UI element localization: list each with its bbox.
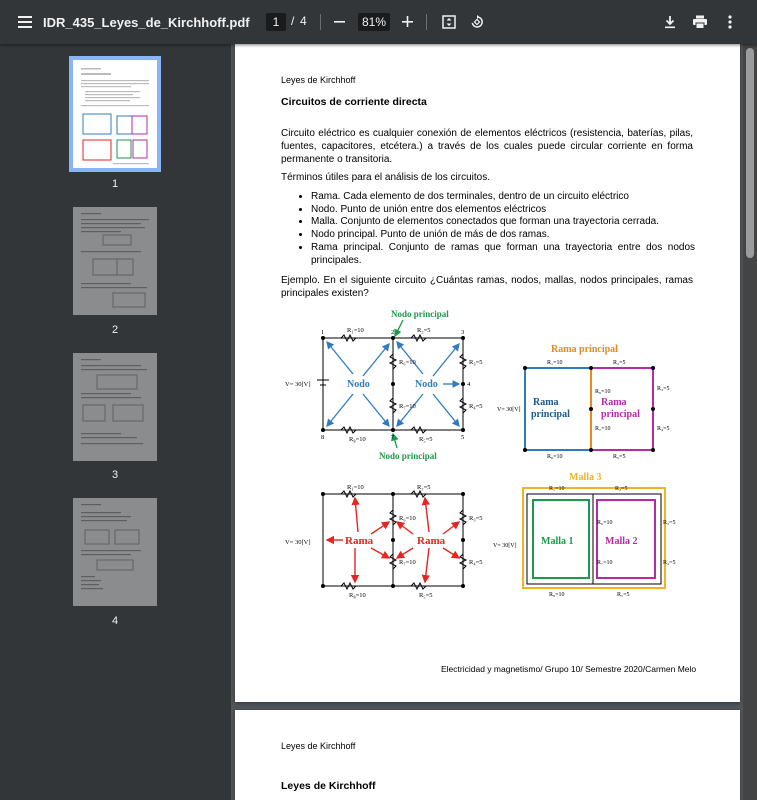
list-item: • Rama principal. Conjunto de ramas que forman una trayectoria entre dos nodos principales. [311,242,695,267]
page-footer: Electricidad y magnetismo/ Grupo 10/ Semestre 2020/Carmen Melo [441,664,697,674]
document-title: IDR_435_Leyes_de_Kirchhoff.pdf [43,15,250,30]
download-icon [663,15,677,29]
section-title: Circuitos de corriente directa [281,96,427,108]
print-icon [692,15,708,29]
node-label: 8 [321,434,325,441]
more-vert-icon [728,15,732,29]
resistor-label: R₅=5 [617,592,630,598]
resistor-label: R₇=10 [399,559,416,566]
toolbar-divider [426,14,427,30]
resistor-label: R₄=5 [469,559,483,566]
thumbnail-page-2[interactable] [73,207,157,315]
total-pages: 4 [300,14,307,28]
zoom-in-button[interactable] [392,6,424,38]
resistor-label: R₇=10 [595,426,611,432]
rotate-icon [470,15,484,29]
source-label: V= 30[V] [285,381,311,388]
thumbnail-sidebar [0,44,231,800]
minus-icon [334,16,346,28]
list-item: • Nodo. Punto de unión entre dos elementos eléctricos [311,204,695,217]
thumbnail-label-4: 4 [111,615,119,627]
nodo-principal-label: Nodo principal [391,309,449,319]
source-label: V= 30[V] [497,407,521,413]
nodo-label: Nodo [347,379,370,390]
resistor-label: R₂=5 [615,486,628,492]
resistor-label: R₂=5 [417,484,431,491]
rama-label: Rama [345,535,374,547]
toolbar [0,0,757,44]
resistor-label: R₆=10 [399,515,416,522]
scrollbar-thumb[interactable] [746,48,754,258]
page-header: Leyes de Kirchhoff [281,741,356,751]
thumbnail-label-2: 2 [111,324,119,336]
print-button[interactable] [684,6,716,38]
nodo-label: Nodo [415,379,438,390]
resistor-label: R₇=10 [597,560,613,566]
node-label: 7 [391,434,395,441]
list-item: • Malla. Conjunto de elementos conectados que forman una trayectoria cerrada. [311,216,695,229]
rama-principal-label: Rama [533,397,559,408]
fit-page-icon [442,15,456,29]
resistor-label: R₈=10 [349,436,366,443]
page-number-input[interactable]: 1 [266,13,286,31]
terms-intro: Términos útiles para el análisis de los circuitos. [281,172,490,183]
thumbnail-page-4[interactable] [73,498,157,606]
rama-principal-label: principal [601,409,640,420]
terms-list [295,191,695,267]
document-viewer[interactable] [231,44,757,800]
nodo-principal-label: Nodo principal [379,451,437,461]
list-item: • Nodo principal. Punto de unión de más de dos ramas. [311,229,695,242]
thumbnail-page-1[interactable] [73,60,157,168]
resistor-label: R₅=5 [613,454,626,460]
resistor-label: R₄=5 [663,560,676,566]
thumbnail-preview [73,207,157,315]
resistor-label: R₆=10 [399,359,416,366]
resistor-label: R₁=10 [547,360,563,366]
node-label: 5 [461,434,465,441]
rama-principal-label: Rama [601,397,627,408]
resistor-label: R₈=10 [549,592,565,598]
resistor-label: R₆=10 [597,520,613,526]
source-label: V= 30[V] [285,539,311,546]
resistor-label: R₄=5 [469,403,483,410]
page-header: Leyes de Kirchhoff [281,75,356,85]
resistor-label: R₈=10 [349,592,366,599]
thumbnail-preview [73,498,157,606]
list-item: • Rama. Cada elemento de dos terminales, dentro de un circuito eléctrico [311,191,695,204]
malla-label: Malla 2 [605,536,638,547]
menu-icon[interactable] [10,6,42,38]
malla-label: Malla 1 [541,536,574,547]
toolbar-divider [320,14,321,30]
pdf-page-2 [235,710,740,800]
rotate-button[interactable] [461,6,493,38]
resistor-label: R₅=5 [419,592,433,599]
diagram-nodes [283,306,493,461]
rama-label: Rama [417,535,446,547]
download-button[interactable] [654,6,686,38]
plus-icon [402,16,414,28]
diagram-ramas [283,482,483,600]
node-label: 1 [321,329,325,336]
resistor-label: R₁=10 [347,484,364,491]
resistor-label: R₁=10 [549,486,565,492]
resistor-label: R₄=5 [657,426,670,432]
resistor-label: R₃=5 [469,359,483,366]
source-label: V= 30[V] [493,543,517,549]
example-question: Ejemplo. En el siguiente circuito ¿Cuántas ramas, nodos, mallas, nodos principales, ramas principales existen? [281,275,693,299]
malla-label: Malla 3 [569,472,602,483]
more-options-button[interactable] [714,6,746,38]
diagram-rama-principal [497,338,677,460]
resistor-label: R₆=10 [595,389,611,395]
zoom-input[interactable]: 81% [358,13,390,31]
node-label: 4 [467,381,471,388]
page-separator: / [291,14,295,28]
thumbnail-preview [73,353,157,461]
resistor-label: R₇=10 [399,403,416,410]
resistor-label: R₂=5 [417,327,431,334]
node-label: 3 [461,329,465,336]
thumbnail-preview [73,60,157,168]
node-label: 2 [391,329,395,336]
resistor-label: R₈=10 [547,454,563,460]
rama-principal-label: principal [531,409,570,420]
intro-paragraph: Circuito eléctrico es cualquier conexión de elementos eléctricos (resistencia, baterías, pilas, fuentes, capacitores, etcétera.) a través de los cuales puede circular corriente en forma permanente o transitoria. [281,128,693,165]
resistor-label: R₁=10 [347,327,364,334]
resistor-label: R₃=5 [663,520,676,526]
resistor-label: R₂=5 [613,360,626,366]
thumbnail-page-3[interactable] [73,353,157,461]
diagram-mallas [493,468,677,600]
resistor-label: R₅=5 [419,436,433,443]
rama-principal-label: Rama principal [551,344,618,355]
resistor-label: R₃=5 [657,386,670,392]
scrollbar[interactable] [743,44,757,800]
pdf-page-1 [235,44,740,702]
zoom-out-button[interactable] [324,6,356,38]
thumbnail-label-1: 1 [111,178,119,190]
thumbnail-label-3: 3 [111,469,119,481]
section-title: Leyes de Kirchhoff [281,780,376,792]
resistor-label: R₃=5 [469,515,483,522]
